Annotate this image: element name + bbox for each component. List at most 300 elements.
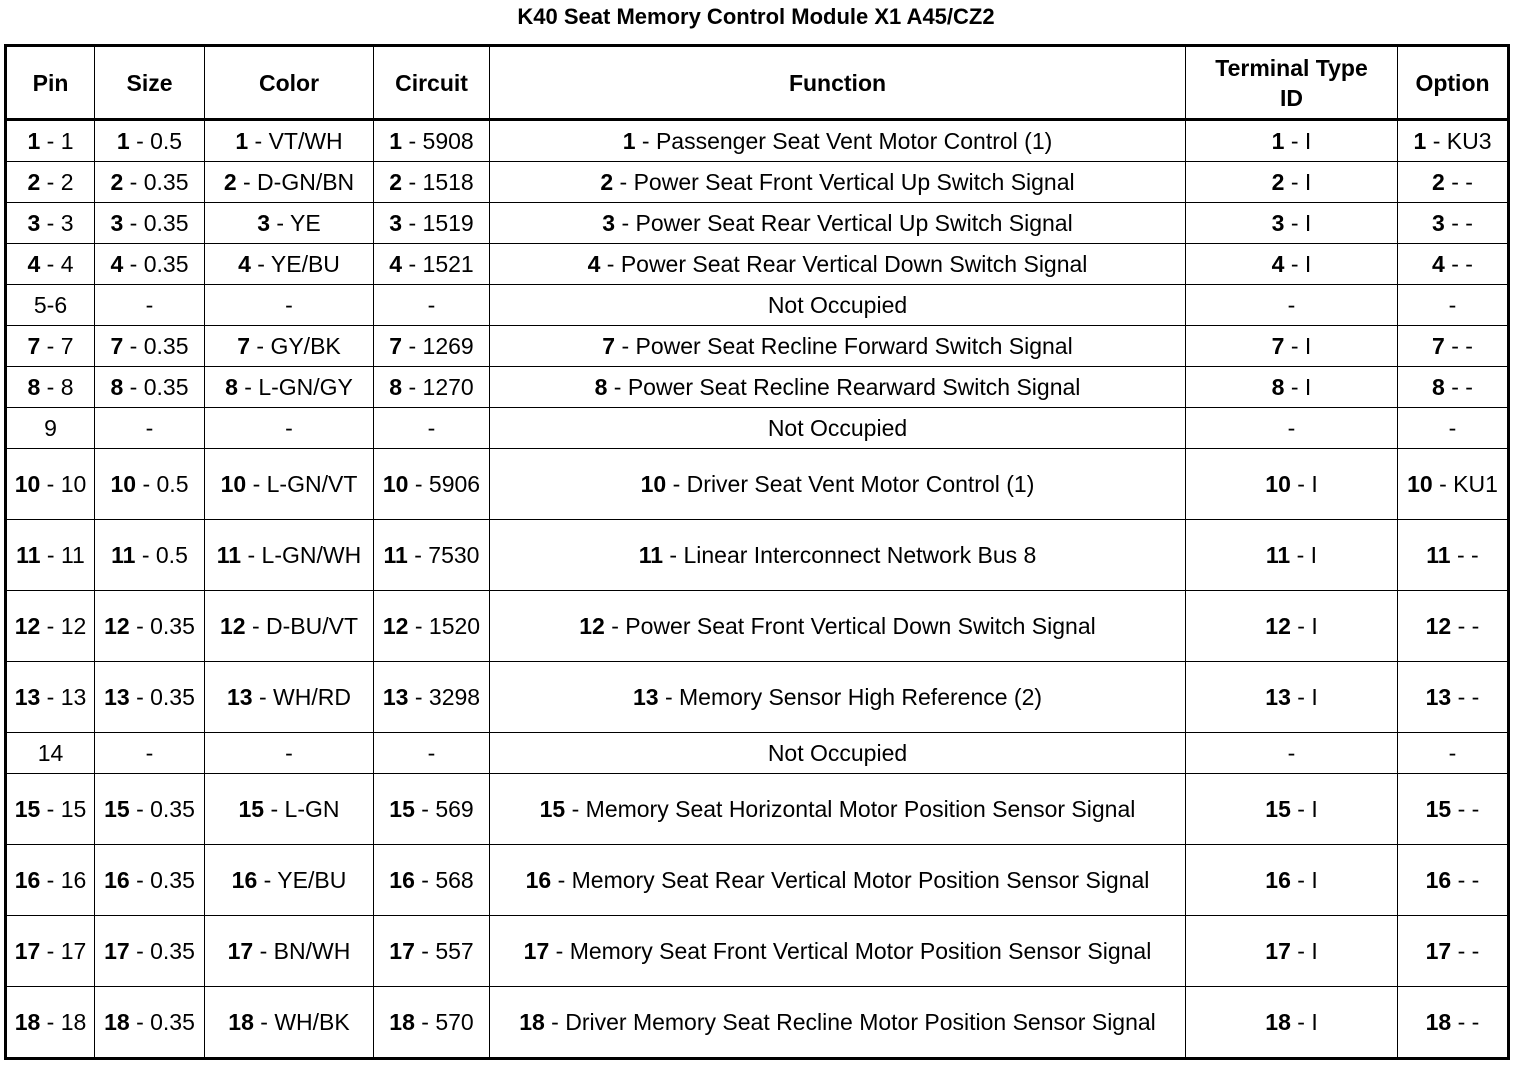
cell-circuit-text: - (427, 740, 436, 766)
cell-color (205, 203, 374, 244)
cell-pin-text: - 7 (46, 333, 74, 359)
cell-circuit-number: 17 (389, 938, 415, 964)
cell-function (490, 326, 1186, 367)
cell-option-text: - (1448, 292, 1457, 318)
cell-size (95, 520, 205, 591)
cell-pin-text: 5-6 (33, 292, 68, 318)
cell-function (490, 733, 1186, 774)
cell-option (1398, 449, 1509, 520)
header-row (6, 46, 1509, 120)
cell-pin-text: - 11 (46, 542, 85, 568)
cell-pin (6, 449, 95, 520)
cell-circuit (374, 591, 490, 662)
cell-color-text: - (285, 292, 293, 318)
cell-function-number: 3 (602, 210, 616, 236)
cell-terminal-number: 17 (1265, 938, 1291, 964)
cell-function-text: - Power Seat Recline Rearward Switch Signal (613, 374, 1081, 400)
cell-color (205, 774, 374, 845)
cell-circuit (374, 845, 490, 916)
cell-pin (6, 591, 95, 662)
cell-size-text: - (145, 415, 154, 441)
cell-size-text: - 0.35 (129, 169, 189, 195)
cell-option-text: - - (1457, 542, 1479, 568)
cell-function-text: - Memory Seat Front Vertical Motor Position Sensor Signal (555, 938, 1152, 964)
cell-circuit (374, 733, 490, 774)
header-function: Function (490, 46, 1186, 120)
cell-color-text: - YE/BU (257, 251, 340, 277)
cell-size-number: 4 (110, 251, 124, 277)
cell-terminal-text: - I (1296, 542, 1318, 568)
cell-pin-number: 8 (27, 374, 41, 400)
cell-size (95, 285, 205, 326)
cell-circuit-text: - 557 (421, 938, 474, 964)
cell-function (490, 203, 1186, 244)
cell-circuit (374, 520, 490, 591)
cell-option-text: - - (1457, 684, 1480, 710)
cell-function (490, 449, 1186, 520)
cell-option-number: 15 (1425, 796, 1452, 822)
table-row (6, 203, 1509, 244)
cell-option-text: - - (1457, 796, 1480, 822)
table-row (6, 408, 1509, 449)
cell-color-text: - WH/RD (259, 684, 351, 710)
cell-circuit (374, 162, 490, 203)
table-row (6, 449, 1509, 520)
cell-size (95, 845, 205, 916)
cell-circuit-number: 18 (389, 1009, 415, 1035)
cell-terminal-text: - I (1297, 471, 1318, 497)
cell-size-text: - (145, 292, 154, 318)
cell-option (1398, 774, 1509, 845)
cell-color (205, 367, 374, 408)
cell-option-number: 17 (1425, 938, 1452, 964)
cell-terminal-text: - (1287, 415, 1296, 441)
cell-terminal (1186, 285, 1398, 326)
cell-terminal-number: 10 (1265, 471, 1291, 497)
cell-color-number: 1 (235, 128, 249, 154)
cell-option-number: 8 (1432, 374, 1445, 400)
cell-terminal-number: 4 (1271, 251, 1285, 277)
cell-function-number: 2 (600, 169, 614, 195)
cell-option-text: - - (1451, 333, 1473, 359)
cell-function-text: - Power Seat Front Vertical Down Switch Signal (611, 613, 1096, 639)
cell-option-text: - - (1451, 169, 1473, 195)
header-terminal-type-id: Terminal Type ID (1186, 46, 1398, 120)
cell-function (490, 987, 1186, 1059)
cell-pin-number: 17 (14, 938, 41, 964)
cell-function-number: 12 (579, 613, 605, 639)
cell-size-number: 2 (110, 169, 124, 195)
cell-circuit-text: - 1270 (408, 374, 474, 400)
cell-function-number: 8 (594, 374, 608, 400)
cell-terminal-text: - I (1290, 210, 1312, 236)
cell-size-number: 3 (110, 210, 124, 236)
cell-circuit (374, 367, 490, 408)
cell-circuit-number: 4 (389, 251, 403, 277)
table-row (6, 520, 1509, 591)
cell-color-text: - L-GN/WH (247, 542, 362, 568)
cell-circuit-text: - 1269 (408, 333, 474, 359)
cell-terminal-text: - (1287, 292, 1296, 318)
cell-terminal (1186, 203, 1398, 244)
cell-pin-number: 3 (27, 210, 41, 236)
cell-circuit-number: 3 (389, 210, 403, 236)
cell-terminal (1186, 987, 1398, 1059)
cell-terminal-number: 8 (1271, 374, 1285, 400)
cell-size-number: 11 (111, 542, 136, 568)
cell-terminal-text: - I (1290, 169, 1312, 195)
cell-pin-number: 7 (27, 333, 41, 359)
cell-pin (6, 285, 95, 326)
cell-color (205, 326, 374, 367)
cell-terminal-number: 18 (1265, 1009, 1291, 1035)
cell-function-text: - Power Seat Rear Vertical Down Switch Signal (606, 251, 1088, 277)
cell-terminal (1186, 733, 1398, 774)
cell-color-number: 15 (238, 796, 265, 822)
cell-terminal (1186, 326, 1398, 367)
cell-function-text: - Memory Seat Horizontal Motor Position Sensor Signal (571, 796, 1136, 822)
cell-option-number: 4 (1432, 251, 1445, 277)
cell-pin-text: 9 (44, 415, 57, 441)
cell-pin-text: - 1 (46, 128, 74, 154)
cell-size (95, 916, 205, 987)
cell-pin (6, 326, 95, 367)
cell-function (490, 367, 1186, 408)
table-row (6, 367, 1509, 408)
cell-option-number: 1 (1413, 128, 1427, 154)
cell-option-text: - - (1457, 938, 1480, 964)
cell-option (1398, 987, 1509, 1059)
cell-pin (6, 916, 95, 987)
cell-function-number: 11 (638, 542, 664, 568)
cell-color-number: 11 (216, 542, 242, 568)
cell-circuit (374, 285, 490, 326)
cell-option-text: - (1448, 740, 1457, 766)
cell-option-text: - KU3 (1432, 128, 1492, 154)
cell-size-number: 13 (104, 684, 130, 710)
cell-size-text: - 0.5 (136, 128, 183, 154)
cell-pin-number: 1 (27, 128, 41, 154)
cell-circuit-number: 8 (389, 374, 403, 400)
cell-function-text: - Linear Interconnect Network Bus 8 (669, 542, 1037, 568)
cell-circuit-number: 11 (383, 542, 408, 568)
header-circuit: Circuit (374, 46, 490, 120)
cell-size-text: - 0.35 (129, 251, 189, 277)
cell-pin (6, 162, 95, 203)
cell-color-text: - WH/BK (260, 1009, 350, 1035)
cell-terminal-number: 15 (1265, 796, 1291, 822)
cell-terminal (1186, 162, 1398, 203)
cell-function-number: 1 (622, 128, 636, 154)
cell-color-text: - GY/BK (256, 333, 341, 359)
table-row (6, 162, 1509, 203)
cell-option (1398, 326, 1509, 367)
cell-circuit-number: 12 (382, 613, 409, 639)
cell-circuit-text: - 7530 (414, 542, 480, 568)
cell-function-number: 15 (539, 796, 566, 822)
cell-size-number: 10 (110, 471, 137, 497)
cell-terminal-text: - I (1297, 938, 1318, 964)
cell-pin (6, 203, 95, 244)
cell-color-number: 17 (227, 938, 254, 964)
cell-circuit-text: - 570 (421, 1009, 474, 1035)
table-row (6, 845, 1509, 916)
cell-option-text: - KU1 (1439, 471, 1498, 497)
cell-option (1398, 408, 1509, 449)
cell-option-number: 13 (1425, 684, 1452, 710)
cell-pin-text: - 17 (46, 938, 87, 964)
cell-size-text: - (145, 740, 154, 766)
cell-color-text: - D-GN/BN (243, 169, 355, 195)
cell-color-number: 7 (237, 333, 251, 359)
cell-terminal-number: 11 (1265, 542, 1291, 568)
cell-option (1398, 120, 1509, 162)
cell-color (205, 285, 374, 326)
cell-circuit (374, 408, 490, 449)
cell-terminal-number: 3 (1271, 210, 1285, 236)
cell-size-text: - 0.35 (136, 796, 195, 822)
cell-function-number: 10 (640, 471, 667, 497)
cell-function-text: Not Occupied (767, 292, 908, 318)
cell-color-number: 4 (238, 251, 251, 277)
cell-function (490, 845, 1186, 916)
cell-circuit-text: - 1521 (408, 251, 474, 277)
cell-function (490, 408, 1186, 449)
cell-option-text: - - (1457, 867, 1480, 893)
cell-option (1398, 520, 1509, 591)
table-row (6, 120, 1509, 162)
cell-function-text: - Passenger Seat Vent Motor Control (1) (641, 128, 1053, 154)
cell-size (95, 120, 205, 162)
cell-circuit-number: 13 (382, 684, 409, 710)
cell-terminal-number: 12 (1265, 613, 1291, 639)
cell-size-number: 16 (104, 867, 130, 893)
cell-function-text: Not Occupied (767, 415, 908, 441)
header-pin: Pin (6, 46, 95, 120)
cell-function (490, 662, 1186, 733)
cell-terminal (1186, 408, 1398, 449)
cell-terminal (1186, 662, 1398, 733)
cell-terminal-text: - I (1290, 128, 1312, 154)
cell-circuit (374, 120, 490, 162)
cell-option (1398, 733, 1509, 774)
cell-terminal-number: 2 (1271, 169, 1285, 195)
cell-pin-number: 18 (14, 1009, 41, 1035)
cell-function-text: - Driver Memory Seat Recline Motor Position Sensor Signal (551, 1009, 1156, 1035)
cell-pin-text: - 3 (46, 210, 74, 236)
cell-circuit-number: 10 (382, 471, 409, 497)
table-row (6, 774, 1509, 845)
cell-size-text: - 0.35 (136, 684, 195, 710)
header-option: Option (1398, 46, 1509, 120)
table-row (6, 662, 1509, 733)
cell-function (490, 591, 1186, 662)
cell-circuit-text: - 5906 (414, 471, 481, 497)
cell-circuit-text: - (427, 415, 436, 441)
cell-size-text: - 0.35 (136, 1009, 195, 1035)
cell-option (1398, 244, 1509, 285)
cell-color-text: - YE/BU (263, 867, 347, 893)
cell-function-text: Not Occupied (767, 740, 908, 766)
cell-color (205, 244, 374, 285)
cell-size (95, 326, 205, 367)
cell-function-number: 16 (525, 867, 552, 893)
cell-pin (6, 774, 95, 845)
cell-terminal (1186, 916, 1398, 987)
cell-option-number: 12 (1425, 613, 1452, 639)
cell-circuit-text: - 1520 (414, 613, 481, 639)
table-row (6, 733, 1509, 774)
cell-circuit-number: 1 (389, 128, 403, 154)
cell-circuit (374, 774, 490, 845)
cell-option (1398, 285, 1509, 326)
cell-function (490, 520, 1186, 591)
cell-color (205, 408, 374, 449)
cell-pin (6, 120, 95, 162)
cell-terminal-number: 7 (1271, 333, 1285, 359)
cell-size-text: - 0.35 (129, 333, 189, 359)
cell-function (490, 120, 1186, 162)
cell-terminal-text: - I (1297, 613, 1318, 639)
table-row (6, 326, 1509, 367)
cell-color-text: - D-BU/VT (251, 613, 359, 639)
cell-circuit (374, 244, 490, 285)
cell-size (95, 591, 205, 662)
table-row (6, 591, 1509, 662)
cell-size-number: 18 (104, 1009, 130, 1035)
cell-color (205, 520, 374, 591)
cell-function-number: 4 (587, 251, 601, 277)
cell-terminal-text: - I (1290, 333, 1312, 359)
cell-color-number: 2 (223, 169, 237, 195)
cell-option-number: 7 (1432, 333, 1445, 359)
cell-function-text: - Power Seat Recline Forward Switch Signal (621, 333, 1073, 359)
cell-size-text: - 0.5 (141, 542, 188, 568)
cell-circuit-number: 2 (389, 169, 403, 195)
cell-function-text: - Memory Sensor High Reference (2) (664, 684, 1043, 710)
header-size: Size (95, 46, 205, 120)
cell-size (95, 244, 205, 285)
table-row (6, 916, 1509, 987)
cell-color (205, 987, 374, 1059)
cell-size-number: 1 (116, 128, 130, 154)
cell-pin-number: 16 (14, 867, 41, 893)
cell-color (205, 120, 374, 162)
cell-function (490, 285, 1186, 326)
cell-size-number: 15 (104, 796, 130, 822)
cell-color-number: 18 (228, 1009, 254, 1035)
cell-function-text: - Power Seat Front Vertical Up Switch Signal (619, 169, 1075, 195)
cell-terminal (1186, 845, 1398, 916)
cell-option-number: 18 (1425, 1009, 1452, 1035)
cell-function-text: - Power Seat Rear Vertical Up Switch Signal (621, 210, 1073, 236)
table-row (6, 244, 1509, 285)
cell-circuit (374, 662, 490, 733)
cell-option-number: 2 (1432, 169, 1445, 195)
cell-function-text: - Driver Seat Vent Motor Control (1) (672, 471, 1035, 497)
cell-color (205, 845, 374, 916)
cell-function-number: 18 (519, 1009, 545, 1035)
cell-terminal-number: 16 (1265, 867, 1291, 893)
cell-circuit (374, 203, 490, 244)
cell-pin-text: - 10 (46, 471, 87, 497)
cell-option (1398, 162, 1509, 203)
cell-pin-text: - 8 (46, 374, 74, 400)
cell-color-text: - BN/WH (259, 938, 351, 964)
cell-size (95, 987, 205, 1059)
cell-option-text: - (1448, 415, 1457, 441)
cell-terminal (1186, 244, 1398, 285)
cell-circuit-text: - 569 (421, 796, 474, 822)
cell-option (1398, 916, 1509, 987)
cell-size (95, 774, 205, 845)
cell-terminal-text: - (1287, 740, 1296, 766)
cell-circuit-number: 16 (389, 867, 415, 893)
cell-pin (6, 662, 95, 733)
cell-circuit (374, 987, 490, 1059)
cell-option-text: - - (1451, 210, 1473, 236)
cell-size-text: - 0.35 (129, 210, 189, 236)
cell-color-number: 10 (220, 471, 247, 497)
cell-terminal-number: 1 (1271, 128, 1285, 154)
cell-pin-text: 14 (37, 740, 64, 766)
cell-pin (6, 520, 95, 591)
cell-function (490, 774, 1186, 845)
cell-color-number: 13 (227, 684, 253, 710)
cell-size-text: - 0.5 (142, 471, 189, 497)
cell-option (1398, 367, 1509, 408)
cell-pin-number: 4 (27, 251, 41, 277)
cell-function-number: 17 (523, 938, 550, 964)
cell-size (95, 662, 205, 733)
cell-color-text: - L-GN (270, 796, 340, 822)
cell-pin (6, 733, 95, 774)
cell-option-text: - - (1457, 1009, 1480, 1035)
cell-pin-text: - 2 (46, 169, 74, 195)
page-title: K40 Seat Memory Control Module X1 A45/CZ2 (517, 4, 995, 29)
table-row (6, 285, 1509, 326)
cell-function-text: - Memory Seat Rear Vertical Motor Position Sensor Signal (557, 867, 1150, 893)
cell-function-number: 13 (632, 684, 659, 710)
cell-circuit (374, 916, 490, 987)
cell-size (95, 162, 205, 203)
cell-size (95, 203, 205, 244)
cell-color (205, 162, 374, 203)
header-color: Color (205, 46, 374, 120)
cell-size-text: - 0.35 (136, 613, 195, 639)
cell-pin (6, 244, 95, 285)
cell-circuit-text: - 5908 (408, 128, 474, 154)
cell-size-text: - 0.35 (129, 374, 189, 400)
cell-option (1398, 203, 1509, 244)
cell-circuit-number: 7 (389, 333, 403, 359)
cell-pin-text: - 18 (46, 1009, 87, 1035)
cell-pin-number: 2 (27, 169, 41, 195)
cell-pin-text: - 4 (46, 251, 74, 277)
cell-terminal-text: - I (1297, 867, 1318, 893)
cell-color (205, 916, 374, 987)
cell-terminal (1186, 449, 1398, 520)
cell-color-text: - YE (276, 210, 321, 236)
cell-size (95, 733, 205, 774)
cell-size-number: 12 (104, 613, 130, 639)
cell-color-number: 16 (231, 867, 258, 893)
cell-color (205, 591, 374, 662)
cell-color-number: 3 (257, 210, 271, 236)
cell-size (95, 449, 205, 520)
cell-terminal (1186, 367, 1398, 408)
cell-color (205, 662, 374, 733)
